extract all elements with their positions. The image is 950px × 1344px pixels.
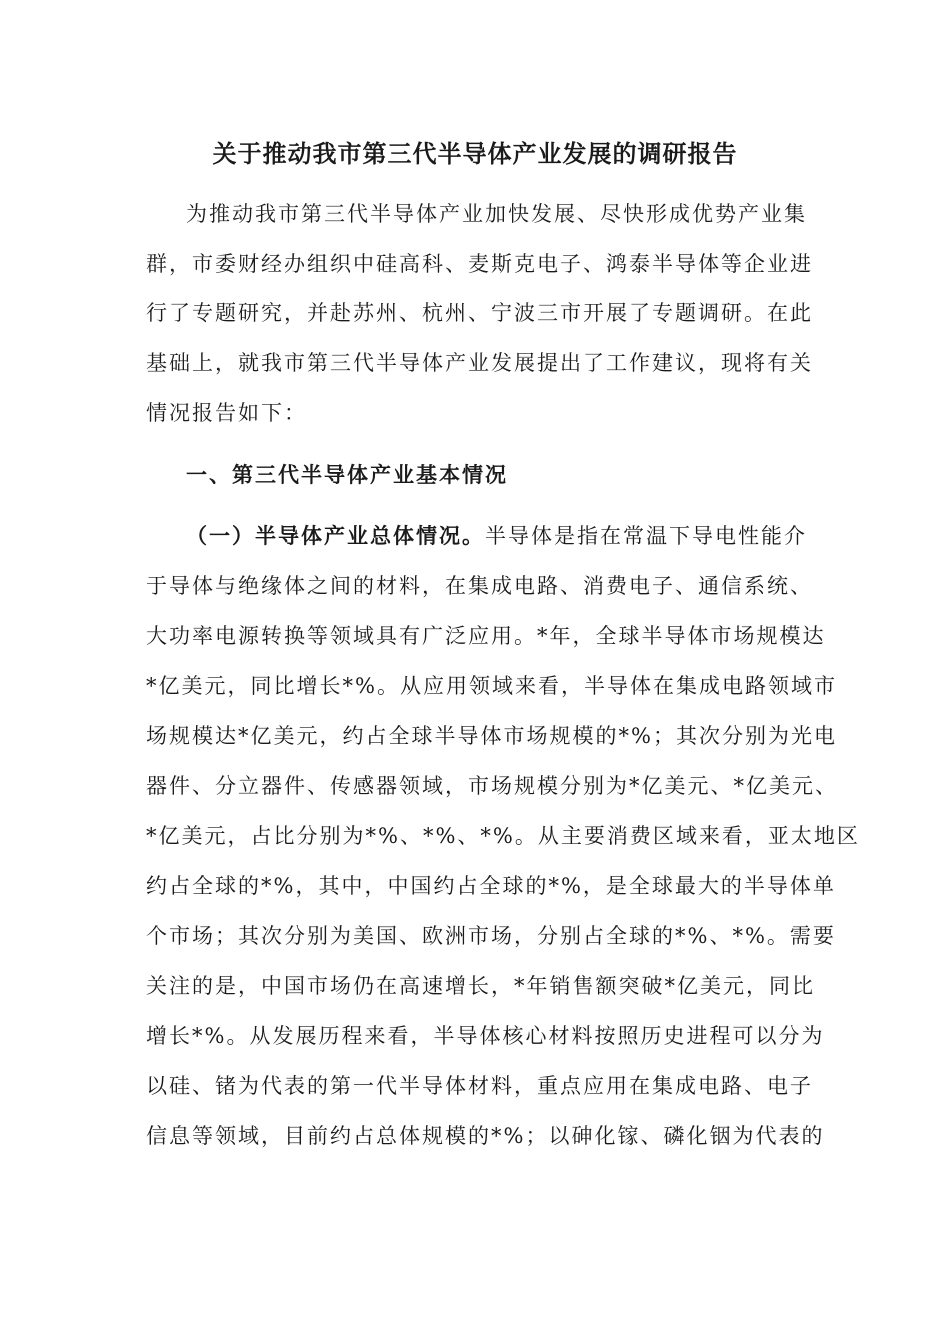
body-line: 个市场；其次分别为美国、欧洲市场，分别占全球的*%、*%。需要 [146, 924, 836, 948]
document-title: 关于推动我市第三代半导体产业发展的调研报告 [212, 139, 738, 168]
intro-line: 群，市委财经办组织中硅高科、麦斯克电子、鸿泰半导体等企业进 [146, 252, 813, 276]
body-line: 场规模达*亿美元，约占全球半导体市场规模的*%；其次分别为光电 [146, 724, 837, 748]
body-line: 信息等领域，目前约占总体规模的*%；以砷化镓、磷化铟为代表的 [146, 1124, 825, 1148]
intro-line: 为推动我市第三代半导体产业加快发展、尽快形成优势产业集 [186, 202, 807, 226]
intro-line: 情况报告如下： [146, 401, 307, 425]
body-line: *亿美元，占比分别为*%、*%、*%。从主要消费区域来看，亚太地区 [146, 824, 860, 848]
section-heading: 一、第三代半导体产业基本情况 [186, 462, 508, 487]
body-line: *亿美元，同比增长*%。从应用领域来看，半导体在集成电路领域市 [146, 674, 837, 698]
body-line: 约占全球的*%，其中，中国约占全球的*%，是全球最大的半导体单 [146, 874, 836, 898]
subsection-first-line [186, 521, 807, 551]
body-line: 以硅、锗为代表的第一代半导体材料，重点应用在集成电路、电子 [146, 1074, 813, 1098]
intro-line: 行了专题研究，并赴苏州、杭州、宁波三市开展了专题调研。在此 [146, 301, 813, 325]
body-line: 于导体与绝缘体之间的材料，在集成电路、消费电子、通信系统、 [146, 574, 813, 598]
body-line: 器件、分立器件、传感器领域，市场规模分别为*亿美元、*亿美元、 [146, 774, 838, 798]
body-line: 增长*%。从发展历程来看，半导体核心材料按照历史进程可以分为 [146, 1024, 825, 1048]
intro-line: 基础上，就我市第三代半导体产业发展提出了工作建议，现将有关 [146, 351, 813, 375]
subsection-first-line-text: 半导体是指在常温下导电性能介 [485, 524, 807, 548]
body-line: 关注的是，中国市场仍在高速增长，*年销售额突破*亿美元，同比 [146, 974, 815, 998]
body-line: 大功率电源转换等领域具有广泛应用。*年，全球半导体市场规模达 [146, 624, 826, 648]
subsection-heading: （一）半导体产业总体情况。 [186, 523, 485, 548]
